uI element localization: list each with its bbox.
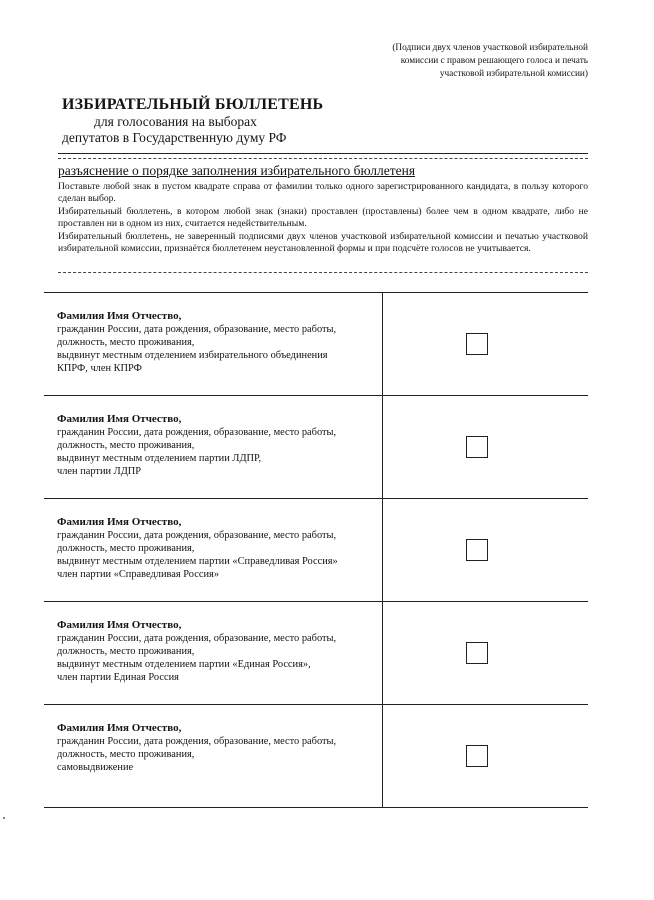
candidate-name: Фамилия Имя Отчество, — [57, 310, 182, 322]
candidate-row — [44, 602, 588, 705]
candidate-name: Фамилия Имя Отчество, — [57, 516, 182, 528]
candidate-row — [44, 705, 588, 808]
candidate-detail: член партии ЛДПР — [57, 466, 142, 477]
candidate-detail: выдвинут местным отделением партии «Справедливая Россия» — [57, 556, 338, 567]
instructions-block — [58, 163, 588, 255]
candidate-detail: гражданин России, дата рождения, образование, место работы, — [57, 324, 337, 335]
divider-line — [58, 153, 588, 154]
candidate-info-cell — [44, 293, 383, 395]
vote-checkbox[interactable] — [466, 436, 488, 458]
instructions-paragraph: Поставьте любой знак в пустом квадрате справа от фамилии только одного зарегистрированного кандидата, в пользу которого сделан выбор. — [58, 181, 588, 204]
candidate-detail: должность, место проживания, — [57, 749, 195, 760]
stamp-signature-note — [358, 42, 588, 81]
vote-checkbox[interactable] — [466, 539, 488, 561]
instructions-heading: разъяснение о порядке заполнения избирательного бюллетеня — [58, 163, 416, 178]
candidate-detail: член партии Единая Россия — [57, 672, 179, 683]
candidate-detail: должность, место проживания, — [57, 440, 195, 451]
subtitle-line-2: депутатов в Государственную думу РФ — [62, 130, 287, 145]
candidate-detail: должность, место проживания, — [57, 646, 195, 657]
candidate-detail: КПРФ, член КПРФ — [57, 363, 142, 374]
candidate-detail: гражданин России, дата рождения, образование, место работы, — [57, 633, 337, 644]
candidate-row — [44, 293, 588, 396]
candidate-detail: член партии «Справедливая Россия» — [57, 569, 220, 580]
stamp-note-line: комиссии с правом решающего голоса и печать — [400, 56, 588, 66]
candidate-detail: выдвинут местным отделением партии «Единая Россия», — [57, 659, 311, 670]
candidate-detail: гражданин России, дата рождения, образование, место работы, — [57, 427, 337, 438]
candidate-info-cell — [44, 705, 383, 807]
vote-checkbox[interactable] — [466, 333, 488, 355]
candidates-table — [44, 292, 588, 808]
divider-dashed — [58, 158, 588, 159]
stamp-note-line: (Подписи двух членов участковой избирательной — [392, 43, 588, 53]
candidate-detail: самовыдвижение — [57, 762, 134, 773]
scan-speck — [3, 817, 5, 819]
ballot-subtitle — [62, 114, 362, 146]
candidate-detail: должность, место проживания, — [57, 337, 195, 348]
vote-checkbox[interactable] — [466, 745, 488, 767]
candidate-info-cell — [44, 396, 383, 498]
candidate-name: Фамилия Имя Отчество, — [57, 413, 182, 425]
candidate-name: Фамилия Имя Отчество, — [57, 619, 182, 631]
candidate-detail: выдвинут местным отделением партии ЛДПР, — [57, 453, 262, 464]
candidate-info-cell — [44, 602, 383, 704]
candidate-detail: гражданин России, дата рождения, образование, место работы, — [57, 736, 337, 747]
instructions-paragraph: Избирательный бюллетень, в котором любой знак (знаки) проставлен (проставлены) более чем в одном квадрате, либо не проставлен ни в одном из них, считается недействительным. — [58, 206, 588, 229]
ballot-title: ИЗБИРАТЕЛЬНЫЙ БЮЛЛЕТЕНЬ — [62, 96, 324, 113]
candidate-detail: выдвинут местным отделением избирательного объединения — [57, 350, 328, 361]
stamp-note-line: участковой избирательной комиссии) — [439, 69, 588, 79]
vote-checkbox[interactable] — [466, 642, 488, 664]
candidate-info-cell — [44, 499, 383, 601]
candidate-row — [44, 396, 588, 499]
divider-dashed — [58, 272, 588, 273]
candidate-detail: должность, место проживания, — [57, 543, 195, 554]
candidate-row — [44, 499, 588, 602]
subtitle-line-1: для голосования на выборах — [94, 114, 257, 129]
candidate-name: Фамилия Имя Отчество, — [57, 722, 182, 734]
candidate-detail: гражданин России, дата рождения, образование, место работы, — [57, 530, 337, 541]
instructions-paragraph: Избирательный бюллетень, не заверенный подписями двух членов участковой избирательной комиссии и печатью участковой избирательной комиссии, признаётся бюллетенем неустановленной формы и при подсчёте голосов не учитывается. — [58, 231, 588, 254]
